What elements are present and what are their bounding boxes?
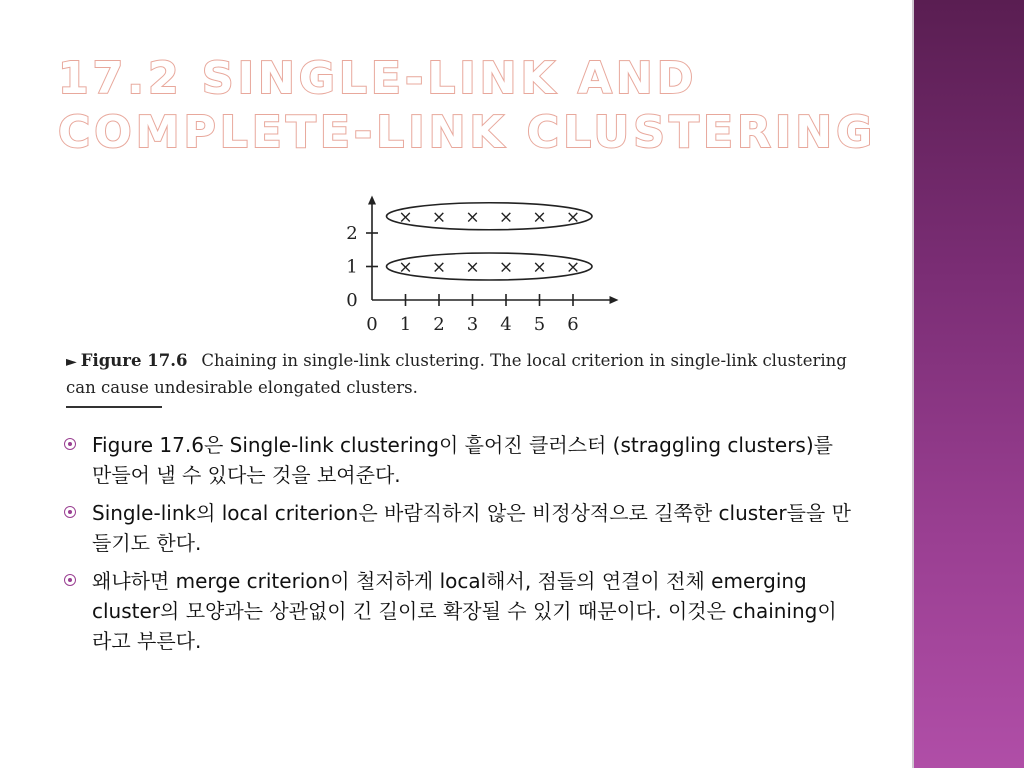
caption-rule: [66, 406, 162, 408]
circle-bullet-icon: [64, 574, 76, 586]
caption-label: Figure 17.6: [80, 351, 188, 370]
cross-marker-icon: ×: [465, 257, 480, 278]
cross-marker-icon: ×: [498, 207, 514, 228]
list-item: [62, 566, 852, 656]
circle-bullet-icon: [64, 506, 76, 518]
x-tick-label: 5: [533, 314, 546, 335]
cross-marker-icon: ×: [565, 257, 581, 278]
cross-marker-icon: ×: [465, 207, 480, 228]
bullet-text: Single-link의 local criterion은 바람직하지 않은 비정상적으로 길쭉한 cluster들을 만들기도 한다.: [92, 501, 851, 555]
x-tick-label: 1: [399, 314, 412, 335]
y-tick-label: 2: [346, 223, 358, 244]
decorative-side-band: [912, 0, 1024, 768]
x-tick-label: 3: [466, 314, 479, 335]
cross-marker-icon: ×: [431, 207, 447, 228]
y-tick-label: 0: [346, 290, 358, 311]
bullet-text: Figure 17.6은 Single-link clustering이 흩어진 클러스터 (straggling clusters)를 만들어 낼 수 있다는 것을 보여준다.: [92, 433, 833, 487]
bullet-list: [62, 430, 852, 664]
slide-title: 17.2 SINGLE-LINK AND COMPLETE-LINK CLUSTERING: [58, 53, 877, 158]
cross-marker-icon: ×: [431, 257, 447, 278]
cross-marker-icon: ×: [532, 207, 547, 228]
circle-bullet-icon: [64, 438, 76, 450]
cross-marker-icon: ×: [565, 207, 581, 228]
cross-marker-icon: ×: [498, 257, 514, 278]
x-tick-label: 4: [500, 314, 512, 335]
caption-arrow-icon: ►: [66, 354, 77, 370]
cluster-ellipse: [387, 253, 593, 280]
list-item: [62, 430, 852, 490]
chaining-figure: [330, 195, 620, 345]
x-axis-arrow-icon: [610, 296, 619, 304]
cross-marker-icon: ×: [398, 257, 413, 278]
cluster-ellipse: [387, 203, 593, 230]
y-axis-arrow-icon: [368, 196, 376, 205]
x-tick-label: 6: [567, 314, 579, 335]
bullet-text: 왜냐하면 merge criterion이 철저하게 local해서, 점들의 연결이 전체 emerging cluster의 모양과는 상관없이 긴 길이로 확장될 수 있기 때문이다. 이것은 chaining이라고 부른다.: [92, 569, 837, 653]
y-tick-label: 1: [346, 256, 358, 278]
figure-caption: [66, 348, 866, 400]
list-item: [62, 498, 852, 558]
x-tick-label: 2: [433, 314, 445, 335]
caption-text: Chaining in single-link clustering. The local criterion in single-link clustering can cause undesirable elongated clusters.: [66, 351, 847, 397]
cross-marker-icon: ×: [532, 257, 547, 278]
x-tick-label: 0: [366, 314, 378, 335]
cross-marker-icon: ×: [398, 207, 413, 228]
